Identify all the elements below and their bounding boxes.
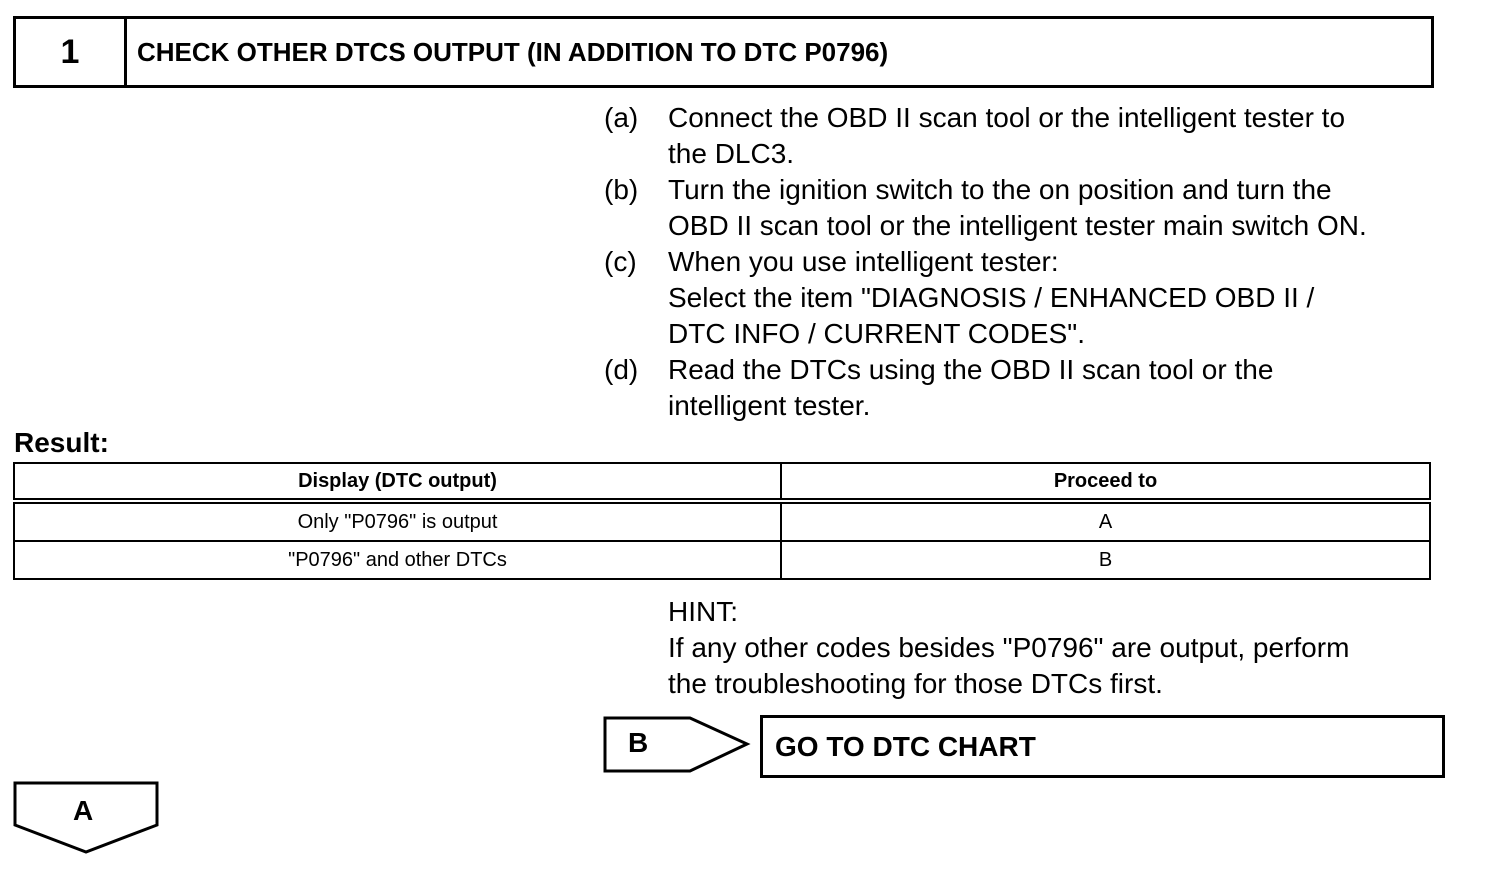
procedure-text <box>668 244 1464 352</box>
procedure-item-a <box>604 100 1464 172</box>
procedure-item-c <box>604 244 1464 352</box>
branch-b-label: B <box>628 727 649 758</box>
procedure-line: intelligent tester. <box>668 390 871 421</box>
table-cell-display: Only "P0796" is output <box>14 501 781 541</box>
table-cell-display: "P0796" and other DTCs <box>14 541 781 579</box>
result-table <box>13 462 1431 580</box>
procedure-line: Select the item "DIAGNOSIS / ENHANCED OBD II / <box>668 282 1315 313</box>
procedure-line: Connect the OBD II scan tool or the intelligent tester to <box>668 102 1346 133</box>
procedure-line: DTC INFO / CURRENT CODES". <box>668 318 1085 349</box>
procedure-item-d <box>604 352 1464 424</box>
column-header-display: Display (DTC output) <box>14 463 781 501</box>
procedure-line: Turn the ignition switch to the on position and turn the <box>668 174 1332 205</box>
procedure-line: When you use intelligent tester: <box>668 246 1059 277</box>
table-header-row <box>14 463 1430 501</box>
branch-b-arrow-icon <box>603 715 753 775</box>
table-cell-proceed: B <box>781 541 1430 579</box>
procedure-text <box>668 172 1464 244</box>
step-number: 1 <box>16 19 127 85</box>
procedure-letter: (d) <box>604 354 639 385</box>
result-label: Result: <box>14 427 109 458</box>
step-title: CHECK OTHER DTCS OUTPUT (IN ADDITION TO DTC P0796) <box>137 36 889 67</box>
branch-a-label: A <box>73 795 94 826</box>
procedure-line: OBD II scan tool or the intelligent tester main switch ON. <box>668 210 1367 241</box>
procedure-line: the DLC3. <box>668 138 795 169</box>
hint-line: the troubleshooting for those DTCs first. <box>668 668 1163 699</box>
go-to-dtc-chart-box: GO TO DTC CHART <box>760 715 1445 778</box>
table-row <box>14 501 1430 541</box>
hint-title: HINT: <box>668 596 738 627</box>
table-row <box>14 541 1430 579</box>
table-cell-proceed: A <box>781 501 1430 541</box>
procedure-letter: (a) <box>604 102 639 133</box>
procedure-text <box>668 352 1464 424</box>
hint-line: If any other codes besides "P0796" are output, perform <box>668 632 1350 663</box>
procedure-text <box>668 100 1464 172</box>
procedure-item-b <box>604 172 1464 244</box>
step-header <box>13 16 1434 88</box>
hint-block <box>668 594 1349 702</box>
procedure-letter: (b) <box>604 174 639 205</box>
procedure-list <box>604 100 1464 424</box>
column-header-proceed: Proceed to <box>781 463 1430 501</box>
procedure-line: Read the DTCs using the OBD II scan tool or the <box>668 354 1274 385</box>
procedure-letter: (c) <box>604 246 637 277</box>
